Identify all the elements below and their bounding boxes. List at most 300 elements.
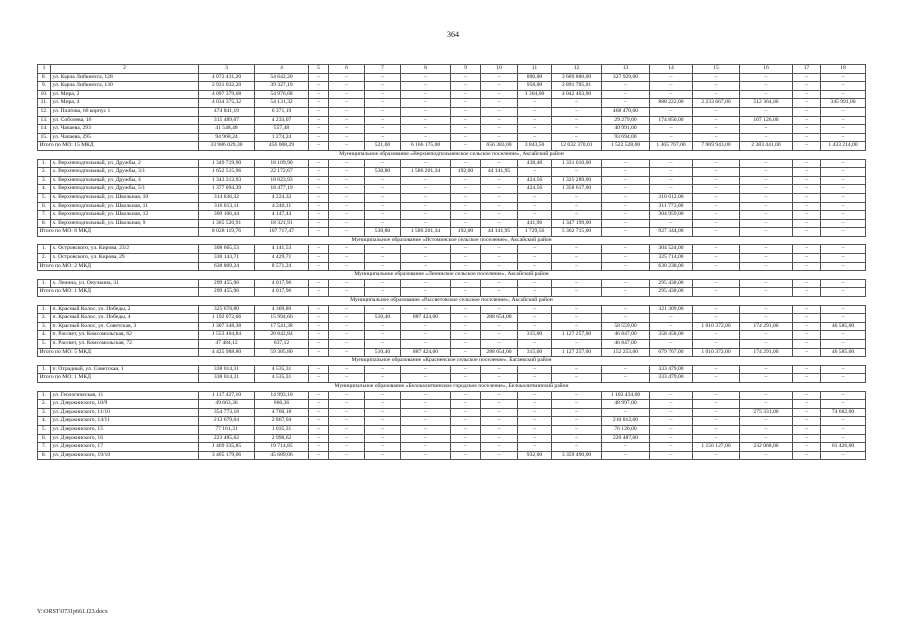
table-cell: – bbox=[309, 443, 329, 452]
table-row bbox=[38, 82, 866, 91]
address-cell: х. Верхнеподпольный, ул. Дружбы, 2 bbox=[51, 159, 199, 168]
table-cell: – bbox=[451, 219, 481, 228]
table-cell: 2 931 032,20 bbox=[199, 82, 255, 91]
table-row bbox=[38, 185, 866, 194]
address-cell: ул. Карла Либкнехта, 128 bbox=[51, 73, 199, 82]
table-cell: – bbox=[740, 82, 793, 91]
address-cell: ул. Чапаева, 293 bbox=[51, 125, 199, 134]
table-cell: – bbox=[365, 176, 401, 185]
table-cell: – bbox=[793, 443, 821, 452]
table-cell: – bbox=[821, 133, 866, 142]
table-cell: – bbox=[793, 254, 821, 263]
table-cell: – bbox=[365, 116, 401, 125]
table-cell: 15 994,66 bbox=[255, 314, 309, 323]
table-cell: 3 405 179,06 bbox=[199, 451, 255, 460]
table-cell: – bbox=[365, 107, 401, 116]
table-cell: 311 773,00 bbox=[650, 202, 693, 211]
table-row bbox=[38, 107, 866, 116]
table-cell: – bbox=[451, 125, 481, 134]
total-label: Итого по МО: 15 МКД bbox=[38, 142, 199, 151]
row-number: 5. bbox=[38, 193, 51, 202]
table-cell: – bbox=[518, 133, 552, 142]
table-cell: 46 585,00 bbox=[821, 322, 866, 331]
table-cell: – bbox=[793, 305, 821, 314]
table-cell: 44 141,95 bbox=[481, 228, 518, 237]
table-cell: – bbox=[552, 425, 602, 434]
table-row bbox=[38, 254, 866, 263]
address-cell: х. Верхнеподпольный, ул. Школьная, 9 bbox=[51, 219, 199, 228]
table-cell: – bbox=[552, 133, 602, 142]
table-cell: 54 642,20 bbox=[255, 73, 309, 82]
table-cell: – bbox=[481, 374, 518, 383]
table-cell: 61 426,00 bbox=[821, 443, 866, 452]
table-cell: – bbox=[693, 90, 740, 99]
table-cell: – bbox=[451, 245, 481, 254]
table-cell: – bbox=[309, 82, 329, 91]
table-cell: 1 586 201,34 bbox=[401, 168, 451, 177]
address-cell: ул. Чапаева, 295 bbox=[51, 133, 199, 142]
table-cell: – bbox=[793, 107, 821, 116]
table-cell: – bbox=[401, 176, 451, 185]
table-row bbox=[38, 73, 866, 82]
table-cell: 58 559,00 bbox=[602, 322, 650, 331]
table-cell: – bbox=[552, 443, 602, 452]
table-cell: – bbox=[693, 417, 740, 426]
table-cell: – bbox=[481, 451, 518, 460]
table-cell: 630 238,00 bbox=[650, 262, 693, 271]
table-cell: – bbox=[481, 262, 518, 271]
table-cell: – bbox=[481, 99, 518, 108]
row-number: 2. bbox=[38, 314, 51, 323]
table-cell: – bbox=[365, 443, 401, 452]
table-cell: 1 102 434,00 bbox=[602, 391, 650, 400]
table-cell: 1 325 289,00 bbox=[552, 176, 602, 185]
row-number: 4. bbox=[38, 417, 51, 426]
total-row bbox=[38, 288, 866, 297]
table-cell: 2 383 441,00 bbox=[740, 142, 793, 151]
table-cell: 44 141,95 bbox=[481, 168, 518, 177]
table-cell: – bbox=[329, 245, 365, 254]
table-cell: – bbox=[401, 159, 451, 168]
table-cell: 338 014,31 bbox=[199, 374, 255, 383]
table-cell: 20 842,84 bbox=[255, 331, 309, 340]
table-cell: – bbox=[793, 400, 821, 409]
table-cell: – bbox=[365, 425, 401, 434]
table-cell: – bbox=[740, 211, 793, 220]
table-cell: – bbox=[793, 374, 821, 383]
table-cell: – bbox=[481, 245, 518, 254]
table-row bbox=[38, 279, 866, 288]
table-cell: – bbox=[365, 99, 401, 108]
table-cell: 4 042 403,00 bbox=[552, 90, 602, 99]
table-cell: – bbox=[650, 159, 693, 168]
table-cell: – bbox=[451, 408, 481, 417]
table-cell: – bbox=[821, 185, 866, 194]
table-cell: – bbox=[793, 365, 821, 374]
row-number: 1. bbox=[38, 245, 51, 254]
table-cell: – bbox=[793, 116, 821, 125]
total-label: Итого по МО: 1 МКД bbox=[38, 374, 199, 383]
table-cell: 14 993,10 bbox=[255, 391, 309, 400]
table-cell: – bbox=[329, 443, 365, 452]
table-cell: – bbox=[309, 288, 329, 297]
table-cell: 59 385,80 bbox=[255, 348, 309, 357]
table-cell: – bbox=[451, 322, 481, 331]
table-cell: – bbox=[793, 73, 821, 82]
table-cell: – bbox=[518, 107, 552, 116]
table-cell: – bbox=[821, 254, 866, 263]
table-cell: – bbox=[481, 73, 518, 82]
table-cell: 45 689,06 bbox=[255, 451, 309, 460]
table-cell: – bbox=[740, 417, 793, 426]
table-cell: – bbox=[481, 202, 518, 211]
table-cell: 288 654,00 bbox=[481, 348, 518, 357]
table-cell: – bbox=[451, 417, 481, 426]
row-number: 13. bbox=[38, 116, 51, 125]
row-number: 5. bbox=[38, 340, 51, 349]
table-cell: – bbox=[821, 168, 866, 177]
table-cell: – bbox=[740, 219, 793, 228]
row-number: 5. bbox=[38, 425, 51, 434]
table-cell: – bbox=[518, 305, 552, 314]
column-header: 3 bbox=[199, 65, 255, 74]
address-cell: х. Верхнеподпольный, ул. Школьная, 10 bbox=[51, 193, 199, 202]
table-cell: – bbox=[518, 262, 552, 271]
table-cell: 1 652 515,96 bbox=[199, 168, 255, 177]
row-number: 8. bbox=[38, 73, 51, 82]
table-cell: 321 309,00 bbox=[650, 305, 693, 314]
table-cell: – bbox=[329, 116, 365, 125]
table-cell: – bbox=[793, 417, 821, 426]
address-cell: ул. Мира, 4 bbox=[51, 99, 199, 108]
table-cell: – bbox=[602, 185, 650, 194]
table-cell: 19 714,85 bbox=[255, 443, 309, 452]
table-cell: – bbox=[740, 331, 793, 340]
table-cell: – bbox=[650, 90, 693, 99]
table-cell: – bbox=[650, 314, 693, 323]
table-cell: – bbox=[518, 314, 552, 323]
table-cell: 18 109,90 bbox=[255, 159, 309, 168]
table-cell: 4 233,07 bbox=[255, 116, 309, 125]
table-cell: 474 841,19 bbox=[199, 107, 255, 116]
column-header: 12 bbox=[552, 65, 602, 74]
table-cell: – bbox=[793, 451, 821, 460]
table-cell: – bbox=[793, 288, 821, 297]
table-cell: – bbox=[602, 90, 650, 99]
table-cell: – bbox=[821, 245, 866, 254]
table-cell: – bbox=[650, 400, 693, 409]
table-cell: – bbox=[309, 305, 329, 314]
table-cell: 1 553 404,84 bbox=[199, 331, 255, 340]
table-cell: 1 156 127,00 bbox=[693, 443, 740, 452]
row-number: 2. bbox=[38, 400, 51, 409]
table-cell: – bbox=[365, 322, 401, 331]
table-cell: – bbox=[793, 340, 821, 349]
table-cell: – bbox=[401, 185, 451, 194]
table-cell: 299 455,96 bbox=[199, 279, 255, 288]
table-cell: – bbox=[821, 107, 866, 116]
table-cell: – bbox=[329, 73, 365, 82]
table-cell: – bbox=[518, 417, 552, 426]
table-cell: – bbox=[309, 391, 329, 400]
table-cell: – bbox=[821, 262, 866, 271]
table-cell: – bbox=[309, 408, 329, 417]
table-cell: – bbox=[309, 202, 329, 211]
total-row bbox=[38, 142, 866, 151]
table-cell: – bbox=[602, 374, 650, 383]
table-body bbox=[38, 65, 866, 460]
table-cell: – bbox=[693, 73, 740, 82]
table-cell: – bbox=[793, 425, 821, 434]
table-cell: 1 010 372,00 bbox=[693, 322, 740, 331]
table-cell: 456 008,29 bbox=[255, 142, 309, 151]
column-header: 5 bbox=[309, 65, 329, 74]
table-cell: – bbox=[552, 211, 602, 220]
column-header: 6 bbox=[329, 65, 365, 74]
table-cell: – bbox=[740, 262, 793, 271]
table-cell: – bbox=[693, 451, 740, 460]
table-cell: – bbox=[309, 417, 329, 426]
table-cell: – bbox=[365, 434, 401, 443]
table-cell: – bbox=[481, 443, 518, 452]
section-heading-row bbox=[38, 150, 866, 159]
table-cell: – bbox=[309, 176, 329, 185]
table-cell: – bbox=[365, 400, 401, 409]
row-number: 1. bbox=[38, 159, 51, 168]
table-cell: – bbox=[821, 193, 866, 202]
table-cell: – bbox=[793, 434, 821, 443]
table-cell: – bbox=[365, 417, 401, 426]
table-cell: – bbox=[740, 305, 793, 314]
column-header: 17 bbox=[793, 65, 821, 74]
table-cell: – bbox=[329, 202, 365, 211]
table-cell: – bbox=[518, 288, 552, 297]
table-cell: – bbox=[309, 211, 329, 220]
table-cell: – bbox=[329, 340, 365, 349]
table-row bbox=[38, 391, 866, 400]
table-cell: – bbox=[451, 116, 481, 125]
column-header-row bbox=[38, 65, 866, 74]
table-cell: – bbox=[552, 408, 602, 417]
table-cell: – bbox=[309, 365, 329, 374]
table-cell: 1 307 348,38 bbox=[199, 322, 255, 331]
address-cell: х. Верхнеподпольный, ул. Дружбы, 5/1 bbox=[51, 185, 199, 194]
table-cell: – bbox=[451, 159, 481, 168]
table-cell: – bbox=[793, 228, 821, 237]
table-cell: 424,56 bbox=[518, 176, 552, 185]
table-cell: 213 679,04 bbox=[199, 417, 255, 426]
table-cell: – bbox=[793, 391, 821, 400]
table-cell: – bbox=[481, 176, 518, 185]
table-cell: – bbox=[693, 116, 740, 125]
table-cell: 1 469 335,85 bbox=[199, 443, 255, 452]
table-cell: – bbox=[481, 125, 518, 134]
table-cell: – bbox=[401, 73, 451, 82]
table-cell: – bbox=[793, 279, 821, 288]
table-cell: 512 364,00 bbox=[740, 99, 793, 108]
table-cell: – bbox=[401, 288, 451, 297]
table-cell: 74 682,00 bbox=[821, 408, 866, 417]
table-cell: – bbox=[309, 90, 329, 99]
table-cell: – bbox=[451, 142, 481, 151]
table-cell: – bbox=[793, 193, 821, 202]
table-cell: – bbox=[329, 254, 365, 263]
table-cell: – bbox=[365, 245, 401, 254]
table-cell: – bbox=[451, 434, 481, 443]
table-cell: – bbox=[451, 90, 481, 99]
table-cell: – bbox=[821, 374, 866, 383]
table-cell: – bbox=[693, 245, 740, 254]
table-cell: – bbox=[650, 176, 693, 185]
table-cell: – bbox=[401, 279, 451, 288]
row-number: 6. bbox=[38, 434, 51, 443]
table-cell: – bbox=[552, 262, 602, 271]
table-cell: – bbox=[401, 391, 451, 400]
table-cell: – bbox=[602, 228, 650, 237]
table-cell: – bbox=[740, 288, 793, 297]
row-number: 4. bbox=[38, 331, 51, 340]
table-cell: – bbox=[740, 425, 793, 434]
table-cell: – bbox=[451, 279, 481, 288]
table-cell: – bbox=[693, 340, 740, 349]
table-cell: – bbox=[309, 451, 329, 460]
table-cell: – bbox=[401, 133, 451, 142]
table-cell: – bbox=[740, 279, 793, 288]
table-cell: 174 850,00 bbox=[650, 116, 693, 125]
table-cell: – bbox=[552, 305, 602, 314]
table-cell: 557,48 bbox=[255, 125, 309, 134]
table-cell: – bbox=[693, 202, 740, 211]
table-cell: 1 377 094,39 bbox=[199, 185, 255, 194]
table-cell: – bbox=[740, 107, 793, 116]
address-cell: х. Верхнеподпольный, ул. Дружбы, 3/1 bbox=[51, 168, 199, 177]
row-number: 14. bbox=[38, 125, 51, 134]
table-cell: 5 362 715,00 bbox=[552, 228, 602, 237]
table-cell: – bbox=[309, 254, 329, 263]
table-cell: – bbox=[309, 116, 329, 125]
table-cell: – bbox=[481, 159, 518, 168]
table-cell: 325 714,00 bbox=[650, 254, 693, 263]
table-cell: – bbox=[740, 168, 793, 177]
table-cell: – bbox=[401, 254, 451, 263]
table-cell: – bbox=[740, 365, 793, 374]
table-cell: – bbox=[650, 391, 693, 400]
column-header: 16 bbox=[740, 65, 793, 74]
table-cell: – bbox=[401, 434, 451, 443]
address-cell: п. Красный Колос, ул. Победы, 2 bbox=[51, 305, 199, 314]
total-label: Итого по МО: 8 МКД bbox=[38, 228, 199, 237]
table-cell: – bbox=[518, 125, 552, 134]
table-cell: – bbox=[821, 391, 866, 400]
table-cell: 304 524,00 bbox=[650, 245, 693, 254]
table-cell: – bbox=[793, 245, 821, 254]
row-number: 12. bbox=[38, 107, 51, 116]
table-cell: – bbox=[329, 391, 365, 400]
page-number: 364 bbox=[447, 30, 459, 39]
table-cell: – bbox=[365, 365, 401, 374]
row-number: 9. bbox=[38, 82, 51, 91]
row-number: 7. bbox=[38, 443, 51, 452]
row-number: 2. bbox=[38, 254, 51, 263]
table-cell: – bbox=[793, 176, 821, 185]
table-cell: – bbox=[821, 125, 866, 134]
table-cell: – bbox=[451, 451, 481, 460]
table-row bbox=[38, 125, 866, 134]
table-cell: – bbox=[821, 451, 866, 460]
table-cell: 2 891 705,01 bbox=[552, 82, 602, 91]
table-cell: – bbox=[451, 305, 481, 314]
table-cell: – bbox=[693, 176, 740, 185]
table-row bbox=[38, 99, 866, 108]
table-cell: – bbox=[329, 125, 365, 134]
table-cell: 315 489,07 bbox=[199, 116, 255, 125]
table-cell: – bbox=[451, 133, 481, 142]
table-cell: – bbox=[365, 254, 401, 263]
table-cell: – bbox=[602, 202, 650, 211]
table-cell: – bbox=[401, 245, 451, 254]
table-cell: – bbox=[365, 73, 401, 82]
table-cell: – bbox=[793, 168, 821, 177]
table-cell: – bbox=[693, 400, 740, 409]
table-cell: – bbox=[793, 219, 821, 228]
table-cell: 4 224,32 bbox=[255, 193, 309, 202]
table-cell: 4 034 375,32 bbox=[199, 99, 255, 108]
table-cell: – bbox=[693, 408, 740, 417]
table-cell: – bbox=[552, 116, 602, 125]
table-cell: – bbox=[329, 228, 365, 237]
table-cell: – bbox=[451, 348, 481, 357]
table-cell: – bbox=[401, 125, 451, 134]
table-cell: 3 359 490,00 bbox=[552, 451, 602, 460]
table-cell: – bbox=[481, 116, 518, 125]
table-cell: 1 365 767,00 bbox=[650, 142, 693, 151]
table-cell: 1 433 214,00 bbox=[821, 142, 866, 151]
table-cell: – bbox=[481, 391, 518, 400]
column-header: 1 bbox=[38, 65, 51, 74]
table-cell: – bbox=[401, 219, 451, 228]
table-cell: – bbox=[518, 365, 552, 374]
table-cell: – bbox=[518, 322, 552, 331]
table-cell: – bbox=[552, 417, 602, 426]
table-cell: – bbox=[552, 374, 602, 383]
address-cell: х. Верхнеподпольный, ул. Школьная, 12 bbox=[51, 211, 199, 220]
table-cell: 530,80 bbox=[365, 228, 401, 237]
column-header: 7 bbox=[365, 65, 401, 74]
table-cell: 3 843,50 bbox=[518, 142, 552, 151]
table-cell: – bbox=[451, 202, 481, 211]
section-heading: Муниципальное образование «Ленинское сельское поселение», Аксайский район bbox=[38, 271, 866, 280]
table-cell: – bbox=[518, 202, 552, 211]
table-cell: – bbox=[481, 417, 518, 426]
table-cell: 18 477,19 bbox=[255, 185, 309, 194]
table-cell: 345 991,00 bbox=[821, 99, 866, 108]
table-cell: 887 424,00 bbox=[401, 348, 451, 357]
table-cell: 309 106,44 bbox=[199, 211, 255, 220]
table-row bbox=[38, 219, 866, 228]
table-cell: – bbox=[481, 365, 518, 374]
table-cell: 152 253,00 bbox=[602, 348, 650, 357]
table-cell: – bbox=[309, 400, 329, 409]
table-cell: – bbox=[518, 245, 552, 254]
table-cell: – bbox=[401, 107, 451, 116]
table-cell: – bbox=[309, 133, 329, 142]
table-cell: – bbox=[552, 288, 602, 297]
section-heading: Муниципальное образование «Рассветовское сельское поселение», Аксайский район bbox=[38, 297, 866, 306]
table-cell: – bbox=[602, 408, 650, 417]
table-cell: – bbox=[451, 99, 481, 108]
table-cell: – bbox=[309, 322, 329, 331]
table-cell: – bbox=[693, 425, 740, 434]
